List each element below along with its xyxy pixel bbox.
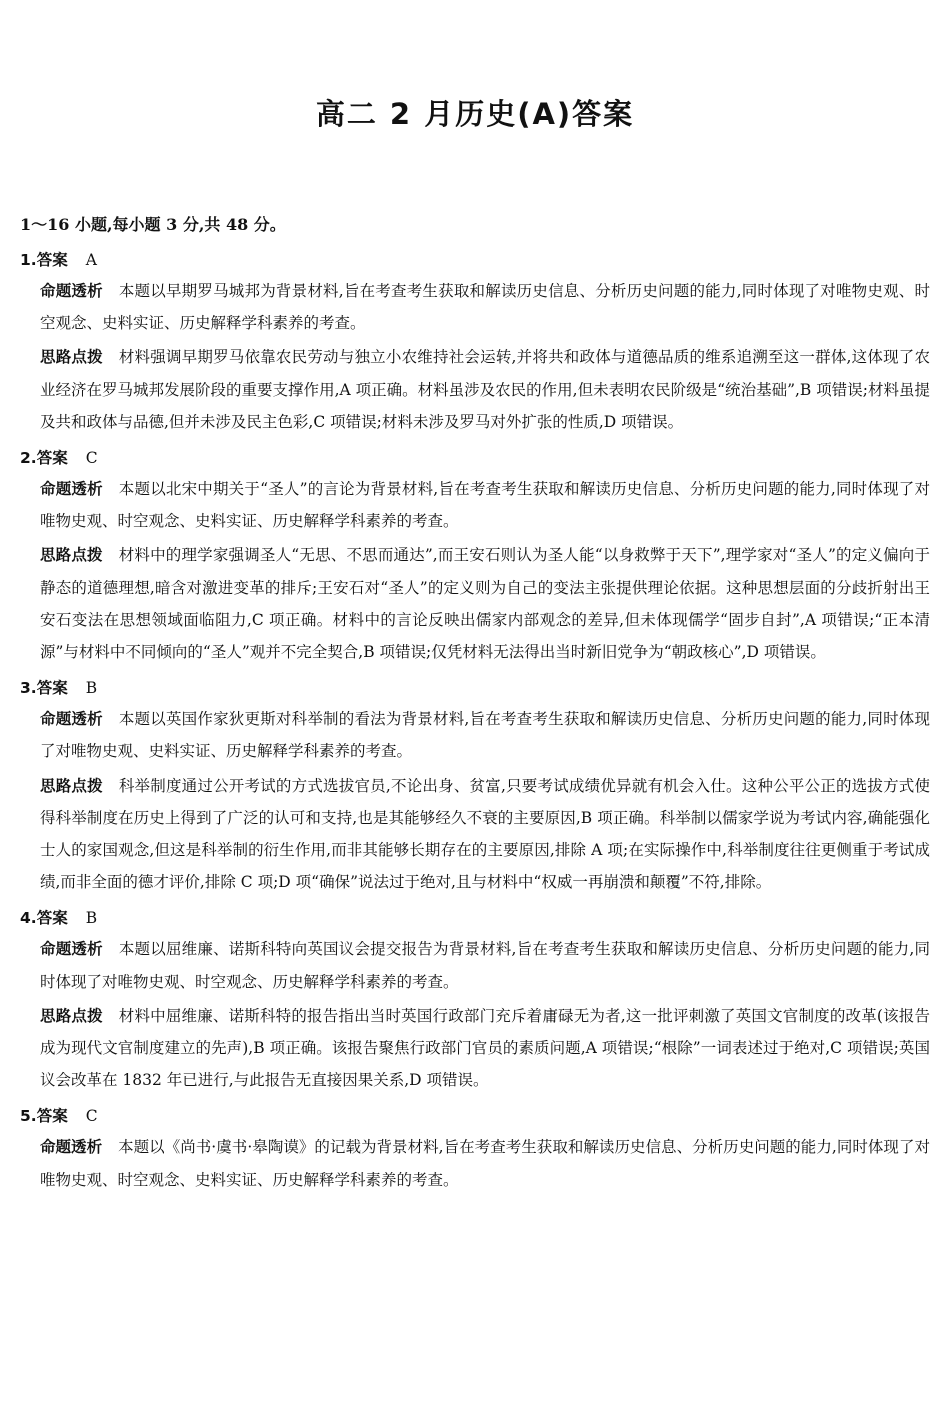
analysis-paragraph [40,275,930,339]
answer-value: C [85,449,98,468]
answer-line [20,444,930,473]
analysis-label: 命题透析 [40,940,103,959]
section-intro: 1～16 小题,每小题 3 分,共 48 分。 [20,215,286,234]
question-number: 2. [20,449,37,468]
question-number: 3. [20,679,37,698]
question-3 [20,674,930,898]
question-number: 5. [20,1107,37,1126]
answer-label: 答案 [36,679,68,698]
answer-label: 答案 [36,449,68,468]
hint-label: 思路点拨 [40,1006,103,1025]
hint-label: 思路点拨 [40,546,103,565]
hint-paragraph [40,539,930,668]
answer-label: 答案 [36,1107,68,1126]
analysis-text: 本题以屈维廉、诺斯科特向英国议会提交报告为背景材料,旨在考查考生获取和解读历史信息、分析历史问题的能力,同时体现了对唯物史观、时空观念、历史解释学科素养的考查。 [40,940,930,991]
answer-value: B [85,679,98,698]
hint-text: 科举制度通过公开考试的方式选拔官员,不论出身、贫富,只要考试成绩优异就有机会入仕。这种公平公正的选拔方式使得科举制度在历史上得到了广泛的认可和支持,也是其能够经久不衰的主要原因,B 项正确。科举制以儒家学说为考试内容,确能强化士人的家国观念,但这是科举制的衍生作用,而非其能够长期存在的主要原因,排除 A 项;在实际操作中,科举制度往往更侧重于考试成绩,而非全面的德才评价,排除 C 项;D 项“确保”说法过于绝对,且与材料中“权威一再崩溃和颠覆”不符,排除。 [40,776,930,892]
analysis-paragraph [40,1131,930,1195]
analysis-text: 本题以早期罗马城邦为背景材料,旨在考查考生获取和解读历史信息、分析历史问题的能力,同时体现了对唯物史观、时空观念、史料实证、历史解释学科素养的考查。 [40,282,930,333]
analysis-label: 命题透析 [40,282,103,300]
analysis-paragraph [40,703,930,767]
hint-paragraph [40,770,930,899]
question-number: 1. [20,251,37,269]
analysis-label: 命题透析 [40,480,103,499]
question-5 [20,1102,930,1195]
question-number: 4. [20,909,37,928]
analysis-paragraph [40,473,930,537]
analysis-paragraph [40,933,930,997]
answer-line [20,1102,930,1131]
answer-line [20,674,930,703]
answer-line [20,904,930,933]
question-2 [20,444,930,668]
hint-text: 材料中屈维廉、诺斯科特的报告指出当时英国行政部门充斥着庸碌无为者,这一批评刺激了英国文官制度的改革(该报告成为现代文官制度建立的先声),B 项正确。该报告聚焦行政部门官员的素质问题,A 项错误;“根除”一词表述过于绝对,C 项错误;英国议会改革在 1832 年已进行,与此报告无直接因果关系,D 项错误。 [40,1006,930,1090]
page-title: 高二 2 月历史(A)答案 [315,97,635,131]
analysis-label: 命题透析 [40,710,103,729]
answer-value: A [85,251,97,269]
hint-label: 思路点拨 [40,776,103,795]
answer-label: 答案 [36,251,68,269]
answer-value: B [85,909,98,928]
analysis-text: 本题以英国作家狄更斯对科举制的看法为背景材料,旨在考查考生获取和解读历史信息、分析历史问题的能力,同时体现了对唯物史观、史料实证、历史解释学科素养的考查。 [40,710,930,761]
question-1 [20,246,930,438]
analysis-text: 本题以《尚书·虞书·皋陶谟》的记载为背景材料,旨在考查考生获取和解读历史信息、分析历史问题的能力,同时体现了对唯物史观、时空观念、史料实证、历史解释学科素养的考查。 [40,1138,930,1189]
answer-list [20,246,930,1202]
answer-value: C [85,1107,98,1126]
answer-line [20,246,930,275]
hint-paragraph [40,1000,930,1097]
analysis-label: 命题透析 [40,1138,103,1157]
question-4 [20,904,930,1096]
hint-text: 材料强调早期罗马依靠农民劳动与独立小农维持社会运转,并将共和政体与道德品质的维系追溯至这一群体,这体现了农业经济在罗马城邦发展阶段的重要支撑作用,A 项正确。材料虽涉及农民的作用,但未表明农民阶级是“统治基础”,B 项错误;材料虽提及共和政体与品德,但并未涉及民主色彩,C 项错误;材料未涉及罗马对外扩张的性质,D 项错误。 [40,348,930,431]
hint-paragraph [40,341,930,438]
analysis-text: 本题以北宋中期关于“圣人”的言论为背景材料,旨在考查考生获取和解读历史信息、分析历史问题的能力,同时体现了对唯物史观、时空观念、史料实证、历史解释学科素养的考查。 [40,480,930,531]
answer-label: 答案 [36,909,68,928]
hint-text: 材料中的理学家强调圣人“无思、不思而通达”,而王安石则认为圣人能“以身救弊于天下”,理学家对“圣人”的定义偏向于静态的道德理想,暗含对激进变革的排斥;王安石对“圣人”的定义则为自己的变法主张提供理论依据。这种思想层面的分歧折射出王安石变法在思想领域面临阻力,C 项正确。材料中的言论反映出儒家内部观念的差异,但未体现儒学“固步自封”,A 项错误;“正本清源”与材料中不同倾向的“圣人”观并不完全契合,B 项错误;仅凭材料无法得出当时新旧党争为“朝政核心”,D 项错误。 [40,546,930,662]
hint-label: 思路点拨 [40,348,103,367]
